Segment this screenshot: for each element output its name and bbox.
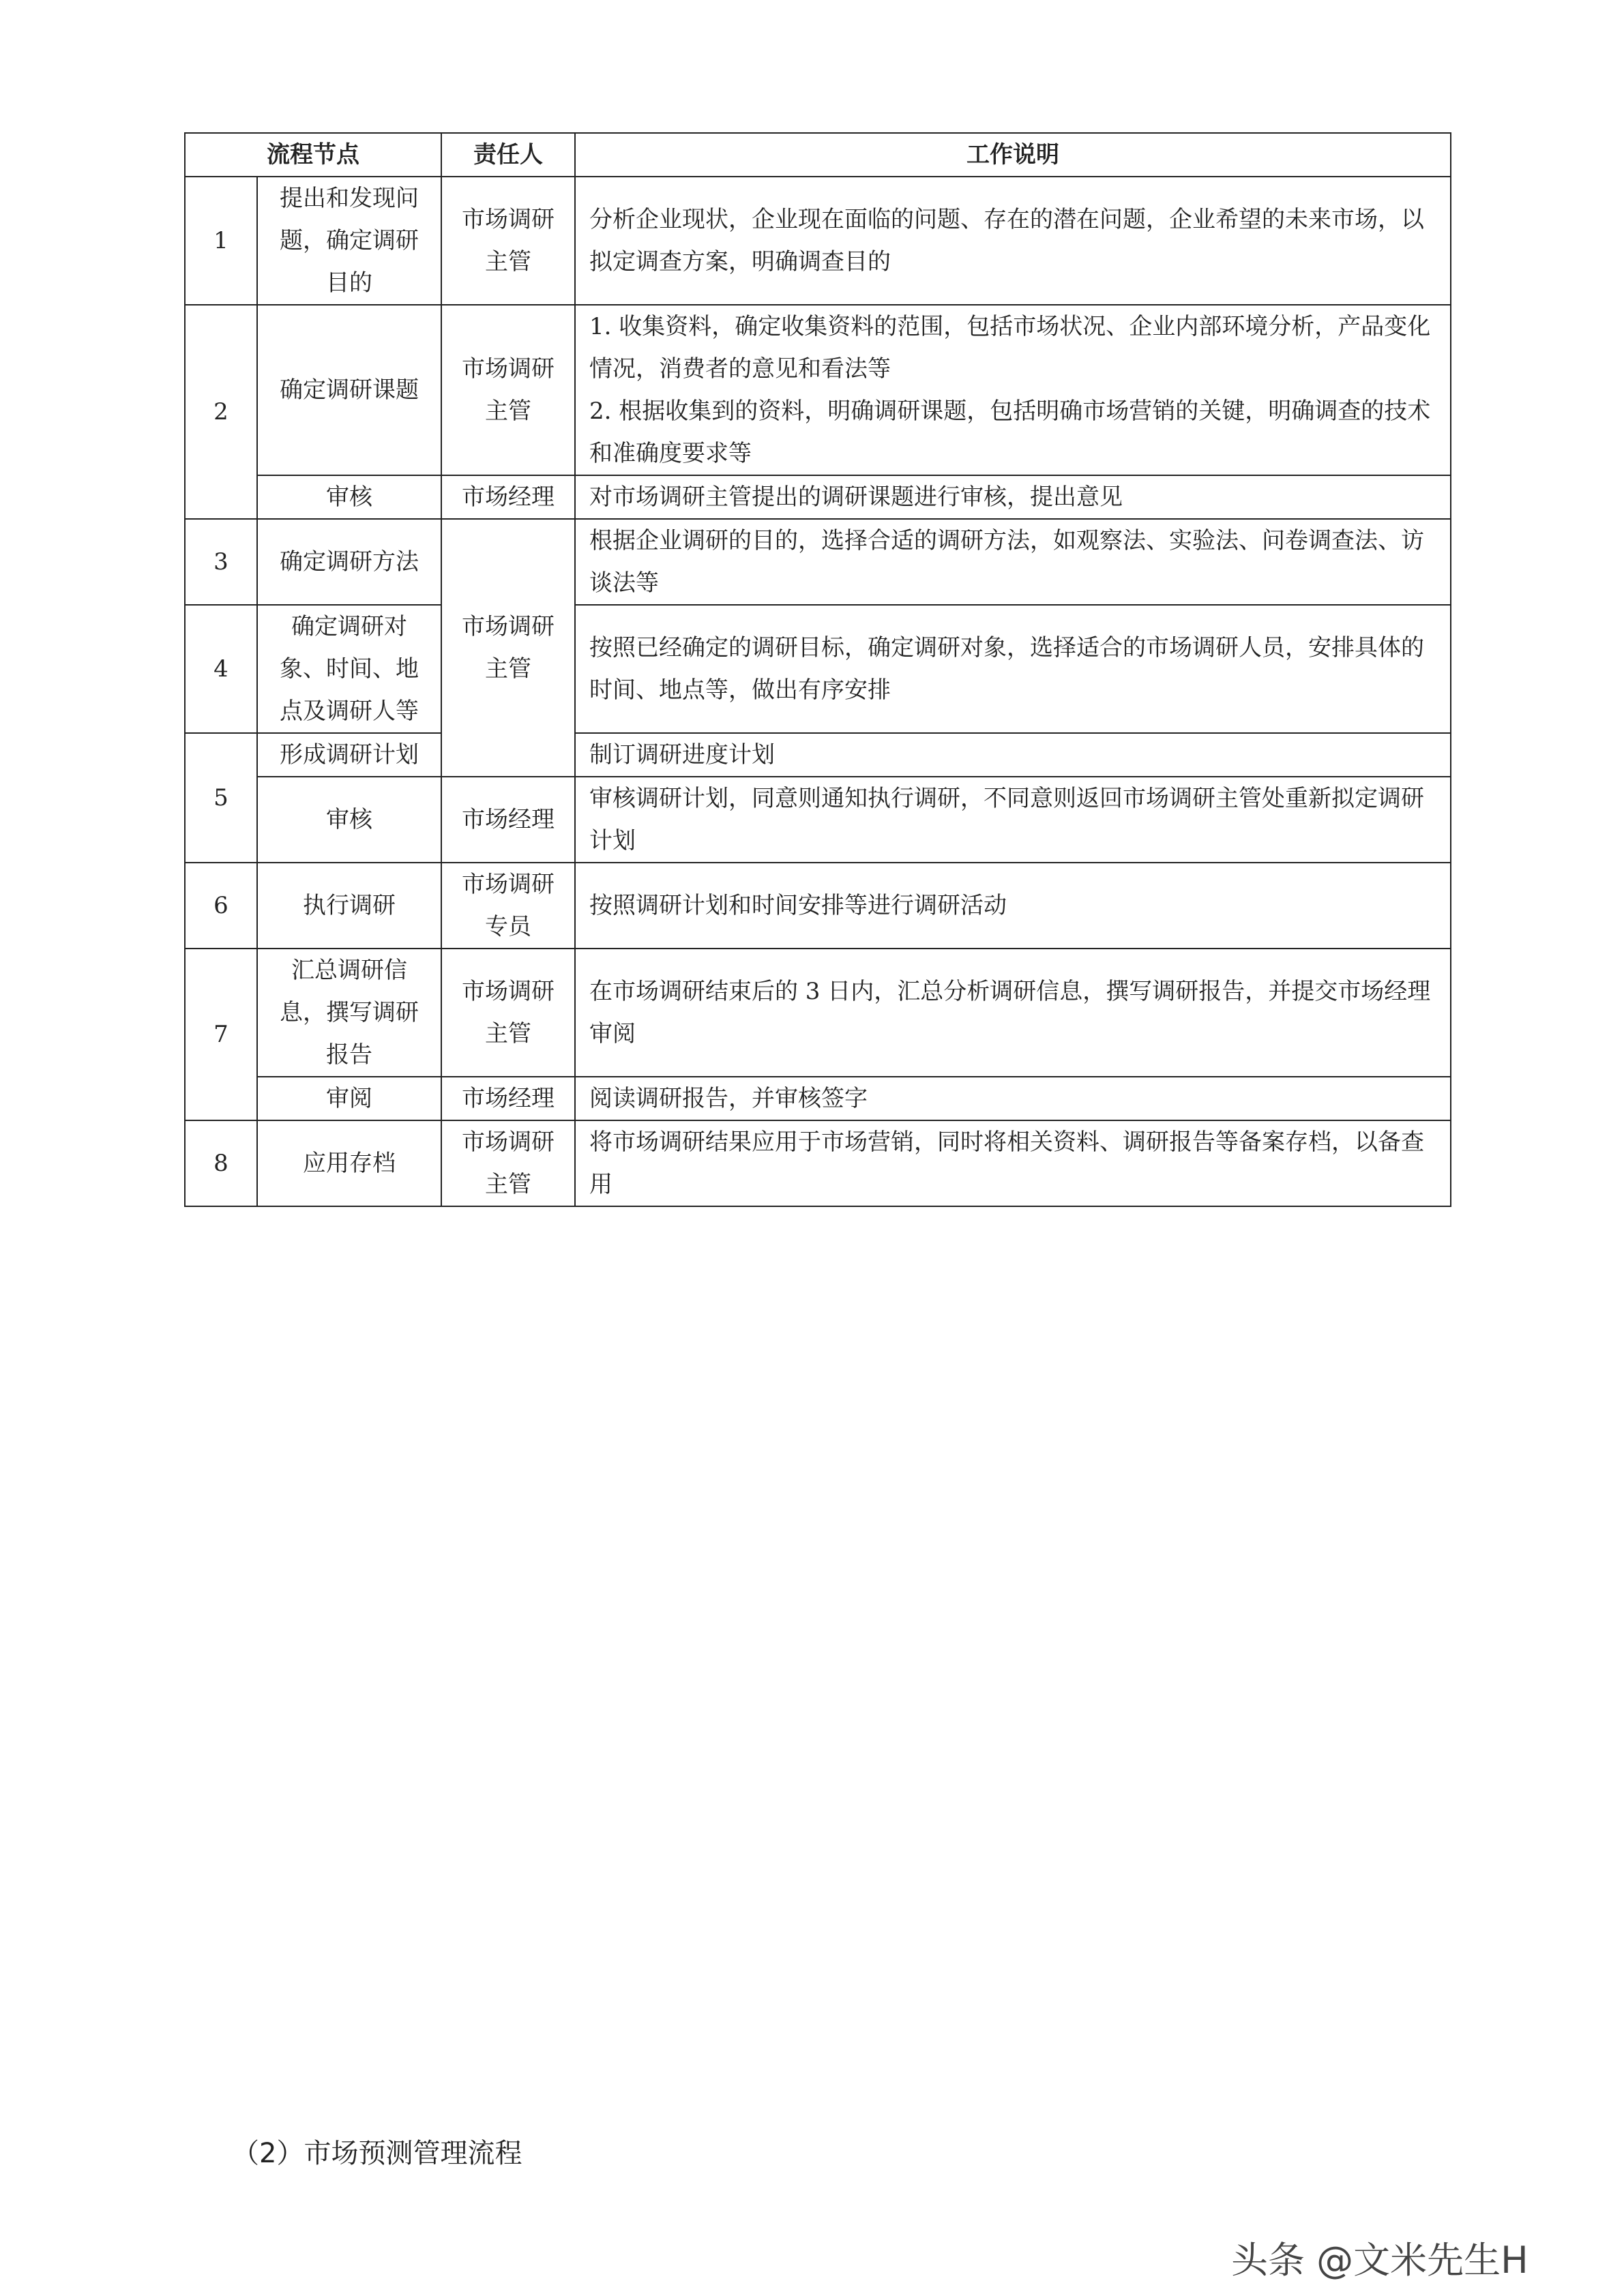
watermark: 头条 @文米先生H: [1231, 2239, 1529, 2282]
row-number: 8: [185, 1120, 257, 1206]
work-description: 按照调研计划和时间安排等进行调研活动: [575, 863, 1451, 949]
table-row: [185, 1120, 1451, 1206]
owner: 市场调研主管: [441, 177, 575, 305]
process-node: 汇总调研信息，撰写调研报告: [257, 949, 441, 1077]
table-row: [185, 733, 1451, 777]
owner: 市场经理: [441, 777, 575, 863]
owner: 市场经理: [441, 475, 575, 519]
process-node: 执行调研: [257, 863, 441, 949]
table-row: [185, 949, 1451, 1077]
section-subtitle: （2）市场预测管理流程: [232, 2138, 522, 2169]
owner: 市场调研主管: [441, 1120, 575, 1206]
process-node: 审核: [257, 475, 441, 519]
process-node: 形成调研计划: [257, 733, 441, 777]
owner: 市场调研主管: [441, 305, 575, 475]
table-row: [185, 305, 1451, 475]
work-description: [575, 305, 1451, 475]
row-number: 5: [185, 733, 257, 863]
work-description: 根据企业调研的目的，选择合适的调研方法，如观察法、实验法、问卷调查法、访谈法等: [575, 519, 1451, 605]
work-description: 审核调研计划，同意则通知执行调研，不同意则返回市场调研主管处重新拟定调研计划: [575, 777, 1451, 863]
process-node: 审阅: [257, 1077, 441, 1120]
row-number: 1: [185, 177, 257, 305]
process-node: 提出和发现问题，确定调研目的: [257, 177, 441, 305]
process-node: 应用存档: [257, 1120, 441, 1206]
work-description: 制订调研进度计划: [575, 733, 1451, 777]
work-description: 对市场调研主管提出的调研课题进行审核，提出意见: [575, 475, 1451, 519]
table-row: [185, 519, 1451, 605]
header-owner: 责任人: [441, 133, 575, 177]
description-item-1: 1. 收集资料，确定收集资料的范围，包括市场状况、企业内部环境分析，产品变化情况，消费者的意见和看法等: [589, 313, 1431, 383]
row-number: 7: [185, 949, 257, 1120]
header-desc: 工作说明: [575, 133, 1451, 177]
work-description: 在市场调研结束后的 3 日内，汇总分析调研信息，撰写调研报告，并提交市场经理审阅: [575, 949, 1451, 1077]
row-number: 3: [185, 519, 257, 605]
row-number: 4: [185, 605, 257, 733]
table-row: [185, 605, 1451, 733]
table-row: [185, 177, 1451, 305]
table-row: [185, 863, 1451, 949]
owner: 市场调研主管: [441, 949, 575, 1077]
process-table: [184, 132, 1451, 1207]
process-node: 审核: [257, 777, 441, 863]
work-description: 分析企业现状，企业现在面临的问题、存在的潜在问题，企业希望的未来市场，以拟定调查方案，明确调查目的: [575, 177, 1451, 305]
table-header-row: [185, 133, 1451, 177]
work-description: 阅读调研报告，并审核签字: [575, 1077, 1451, 1120]
process-node: 确定调研课题: [257, 305, 441, 475]
owner: 市场经理: [441, 1077, 575, 1120]
header-node: 流程节点: [185, 133, 441, 177]
table-row: [185, 1077, 1451, 1120]
table-row: [185, 475, 1451, 519]
process-node: 确定调研方法: [257, 519, 441, 605]
description-item-2: 2. 根据收集到的资料，明确调研课题，包括明确市场营销的关键，明确调查的技术和准确度要求等: [589, 398, 1431, 467]
owner: 市场调研专员: [441, 863, 575, 949]
work-description: 将市场调研结果应用于市场营销，同时将相关资料、调研报告等备案存档，以备查用: [575, 1120, 1451, 1206]
work-description: 按照已经确定的调研目标，确定调研对象，选择适合的市场调研人员，安排具体的时间、地点等，做出有序安排: [575, 605, 1451, 733]
owner: 市场调研主管: [441, 519, 575, 777]
process-node: 确定调研对象、时间、地点及调研人等: [257, 605, 441, 733]
row-number: 2: [185, 305, 257, 519]
table-row: [185, 777, 1451, 863]
row-number: 6: [185, 863, 257, 949]
